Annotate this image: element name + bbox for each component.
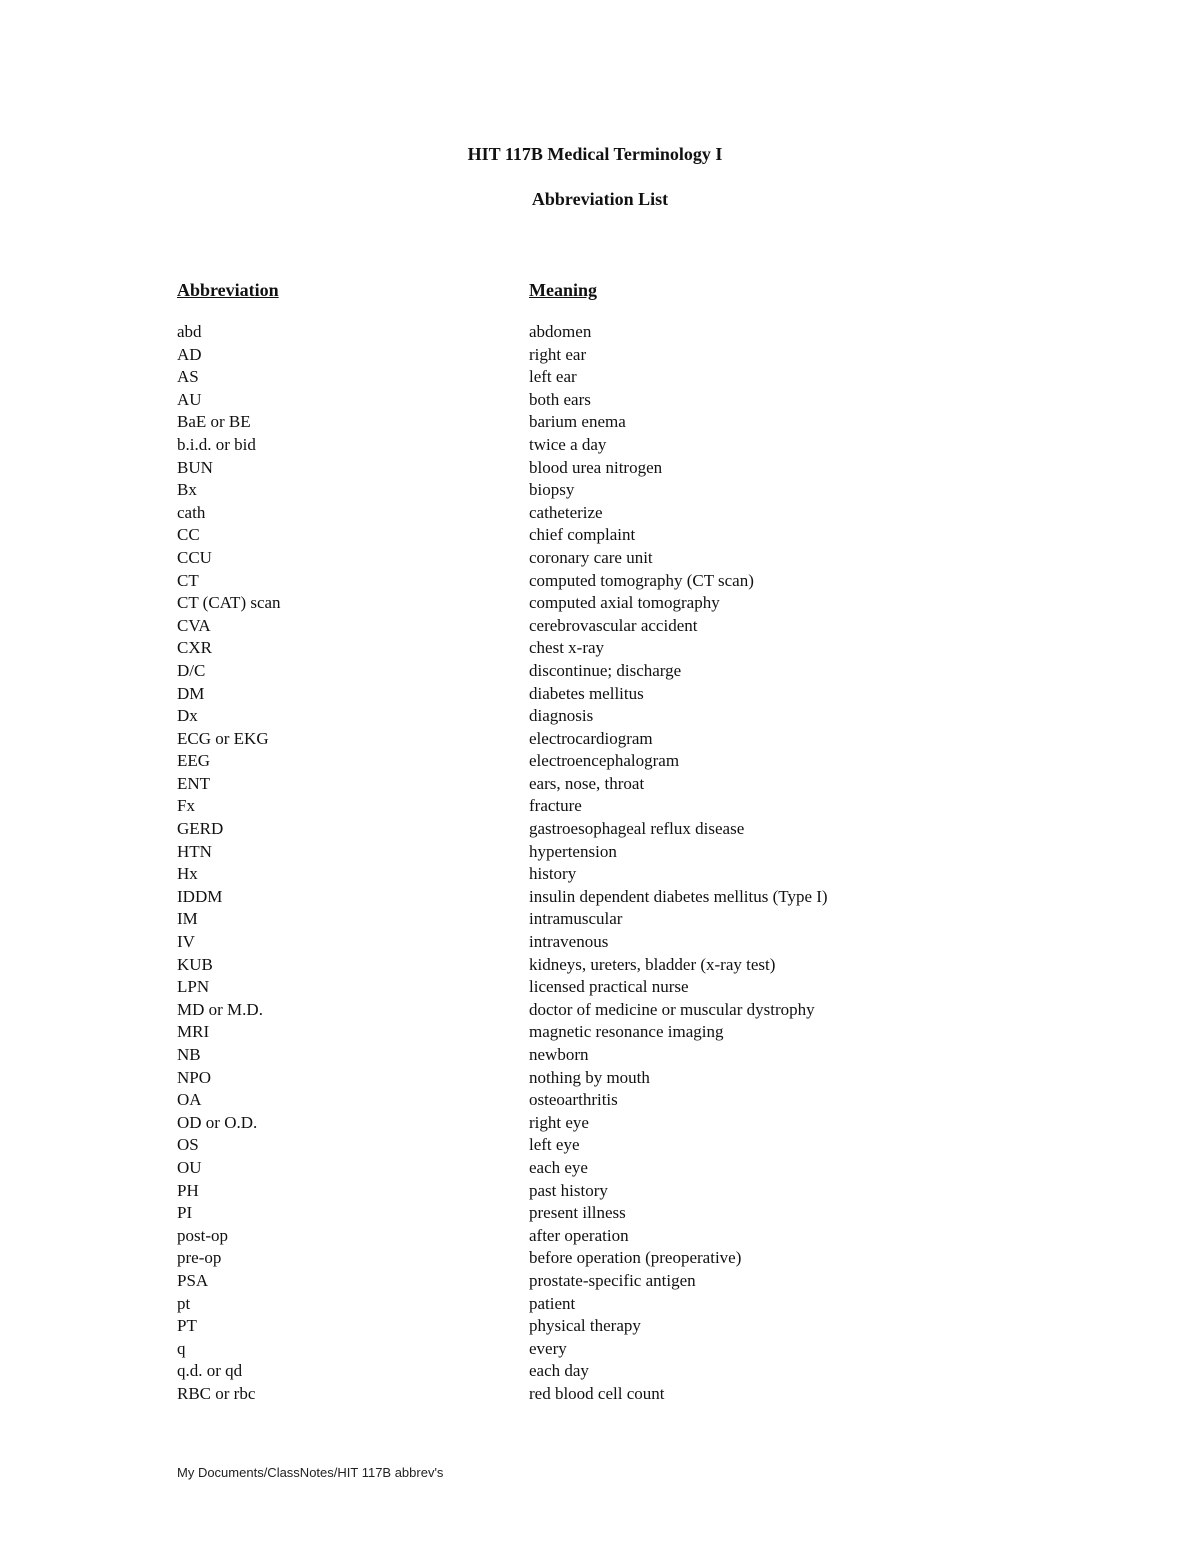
abbreviation-meaning: present illness [529,1203,626,1223]
footer-path: My Documents/ClassNotes/HIT 117B abbrev's [177,1465,444,1480]
abbreviation-meaning: right ear [529,344,587,364]
list-item [177,1021,937,1044]
abbreviation-meaning: before operation (preoperative) [529,1248,742,1268]
abbreviation-meaning: each eye [529,1157,588,1177]
abbreviation-meaning: kidneys, ureters, bladder (x-ray test) [529,954,776,974]
abbreviation-meaning: osteoarthritis [529,1090,618,1110]
list-item [177,479,937,502]
list-item [177,795,937,818]
abbreviation-meaning: every [529,1338,567,1358]
page-title: HIT 117B Medical Terminology I [467,144,723,164]
abbreviation-meaning: diabetes mellitus [529,683,644,703]
abbreviation-term: IV [177,932,195,952]
abbreviation-meaning: licensed practical nurse [529,977,689,997]
abbreviation-list [177,321,937,1406]
abbreviation-term: Fx [177,796,195,816]
list-item [177,457,937,480]
abbreviation-term: CC [177,525,200,545]
abbreviation-meaning: magnetic resonance imaging [529,1022,724,1042]
abbreviation-term: GERD [177,819,224,839]
list-item [177,841,937,864]
page-subtitle: Abbreviation List [531,189,669,209]
abbreviation-meaning: left ear [529,367,577,387]
abbreviation-meaning: biopsy [529,480,575,500]
abbreviation-term: abd [177,322,202,341]
abbreviation-term: ECG or EKG [177,728,269,748]
abbreviation-term: EEG [177,751,211,771]
abbreviation-term: pt [177,1293,191,1313]
abbreviation-term: CCU [177,547,212,567]
abbreviation-meaning: coronary care unit [529,547,653,567]
list-item [177,344,937,367]
abbreviation-meaning: blood urea nitrogen [529,457,663,477]
abbreviation-meaning: computed axial tomography [529,593,720,613]
abbreviation-term: b.i.d. or bid [177,434,256,454]
abbreviation-term: IDDM [177,886,223,906]
abbreviation-term: AD [177,344,202,364]
abbreviation-meaning: newborn [529,1045,589,1064]
list-item [177,524,937,547]
abbreviation-meaning: nothing by mouth [529,1067,650,1087]
list-item [177,1338,937,1361]
abbreviation-term: Bx [177,480,197,500]
abbreviation-term: IM [177,909,198,929]
list-item [177,1383,937,1406]
abbreviation-meaning: left eye [529,1135,580,1155]
abbreviation-term: DM [177,683,205,703]
list-item [177,683,937,706]
list-item [177,570,937,593]
list-item [177,434,937,457]
list-item [177,1315,937,1338]
abbreviation-meaning: computed tomography (CT scan) [529,570,754,590]
abbreviation-term: AS [177,367,199,387]
list-item [177,547,937,570]
list-item [177,502,937,525]
abbreviation-term: OD or O.D. [177,1112,258,1132]
list-item [177,1293,937,1316]
list-item [177,818,937,841]
abbreviation-meaning: intravenous [529,932,609,952]
list-item [177,321,937,344]
abbreviation-term: LPN [177,977,210,997]
abbreviation-meaning: doctor of medicine or muscular dystrophy [529,999,815,1019]
abbreviation-term: pre-op [177,1248,222,1268]
list-item [177,1360,937,1383]
abbreviation-meaning: catheterize [529,502,603,522]
abbreviation-term: OS [177,1135,199,1155]
abbreviation-term: PSA [177,1270,209,1290]
abbreviation-meaning: chest x-ray [529,638,605,658]
list-item [177,705,937,728]
abbreviation-meaning: ears, nose, throat [529,773,645,793]
abbreviation-term: q [177,1338,186,1358]
list-item [177,1089,937,1112]
list-item [177,863,937,886]
abbreviation-term: ENT [177,773,211,793]
abbreviation-meaning: hypertension [529,841,617,861]
abbreviation-meaning: abdomen [529,322,592,341]
abbreviation-meaning: each day [529,1361,589,1381]
abbreviation-term: post-op [177,1225,228,1245]
list-item [177,931,937,954]
abbreviation-term: OA [177,1090,202,1110]
abbreviation-meaning: physical therapy [529,1316,641,1336]
abbreviation-term: CT [177,570,199,590]
abbreviation-meaning: insulin dependent diabetes mellitus (Type I) [529,886,828,906]
list-item [177,660,937,683]
abbreviation-term: MRI [177,1022,210,1042]
abbreviation-term: OU [177,1157,202,1177]
abbreviation-meaning: gastroesophageal reflux disease [529,819,745,839]
abbreviation-meaning: discontinue; discharge [529,660,682,680]
abbreviation-term: BaE or BE [177,412,251,432]
abbreviation-meaning: cerebrovascular accident [529,615,698,635]
abbreviation-term: CT (CAT) scan [177,593,281,613]
abbreviation-meaning: past history [529,1180,608,1200]
abbreviation-meaning: barium enema [529,412,626,432]
abbreviation-term: CXR [177,638,212,658]
abbreviation-meaning: electroencephalogram [529,751,680,771]
list-item [177,411,937,434]
abbreviation-meaning: red blood cell count [529,1383,665,1403]
list-item [177,637,937,660]
list-item [177,1270,937,1293]
list-item [177,750,937,773]
abbreviation-term: Hx [177,864,198,884]
abbreviation-term: CVA [177,615,211,635]
abbreviation-term: NB [177,1045,201,1064]
abbreviation-meaning: history [529,864,577,884]
list-item [177,908,937,931]
list-item [177,592,937,615]
list-item [177,1067,937,1090]
abbreviation-meaning: electrocardiogram [529,728,653,748]
abbreviation-term: AU [177,389,202,409]
abbreviation-term: BUN [177,457,213,477]
abbreviation-meaning: intramuscular [529,909,623,929]
abbreviation-term: MD or M.D. [177,999,263,1019]
column-header-meaning: Meaning [529,280,598,300]
abbreviation-term: PI [177,1203,193,1223]
list-item [177,615,937,638]
abbreviation-term: RBC or rbc [177,1383,256,1403]
abbreviation-term: KUB [177,954,213,974]
abbreviation-term: NPO [177,1067,212,1087]
column-header-abbreviation: Abbreviation [177,280,279,300]
abbreviation-meaning: after operation [529,1225,629,1245]
abbreviation-meaning: prostate-specific antigen [529,1270,696,1290]
list-item [177,1157,937,1180]
list-item [177,1044,937,1067]
abbreviation-term: D/C [177,660,206,680]
abbreviation-term: q.d. or qd [177,1361,243,1381]
list-item [177,976,937,999]
list-item [177,1180,937,1203]
abbreviation-meaning: fracture [529,796,582,816]
abbreviation-meaning: chief complaint [529,525,636,545]
list-item [177,728,937,751]
list-item [177,1202,937,1225]
abbreviation-term: HTN [177,841,212,861]
abbreviation-meaning: patient [529,1293,576,1313]
list-item [177,954,937,977]
abbreviation-term: cath [177,502,206,522]
list-item [177,1134,937,1157]
list-item [177,389,937,412]
list-item [177,1225,937,1248]
abbreviation-meaning: diagnosis [529,706,594,726]
list-item [177,999,937,1022]
list-item [177,773,937,796]
list-item [177,886,937,909]
list-item [177,1112,937,1135]
abbreviation-term: PH [177,1180,199,1200]
abbreviation-meaning: both ears [529,389,591,409]
abbreviation-meaning: right eye [529,1112,589,1132]
list-item [177,366,937,389]
abbreviation-term: PT [177,1316,197,1336]
abbreviation-meaning: twice a day [529,434,607,454]
abbreviation-term: Dx [177,706,198,726]
list-item [177,1247,937,1270]
